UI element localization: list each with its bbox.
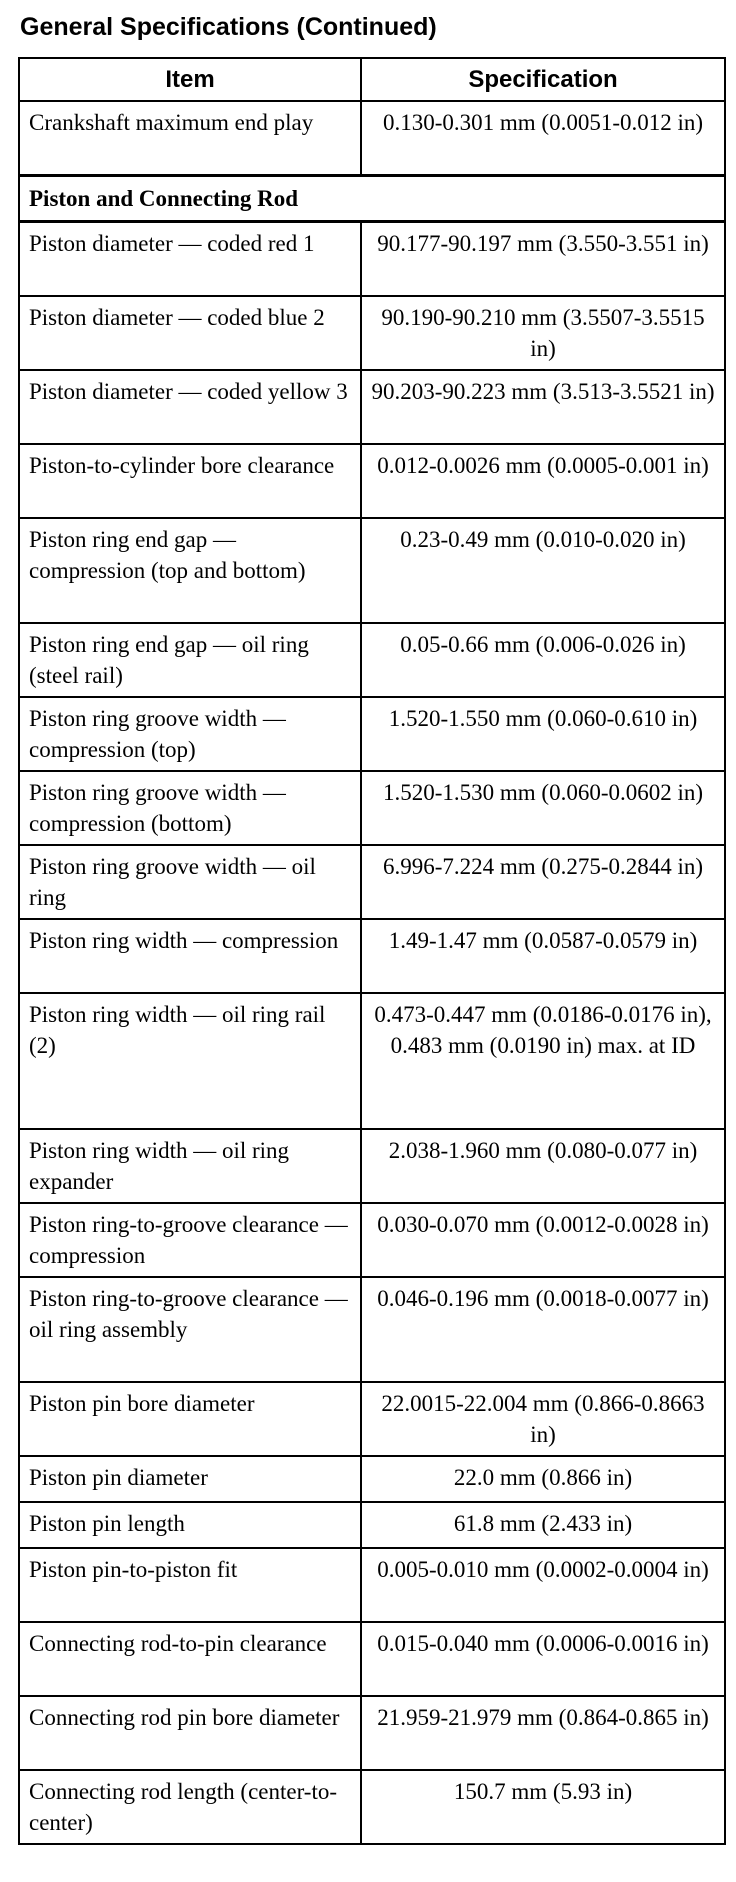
item-cell: Piston ring groove width — oil ring xyxy=(19,845,361,919)
table-row xyxy=(19,697,725,771)
table-row xyxy=(19,222,725,297)
item-cell: Piston pin diameter xyxy=(19,1456,361,1502)
item-cell: Piston pin-to-piston fit xyxy=(19,1548,361,1622)
section-row xyxy=(19,176,725,222)
table-row xyxy=(19,1129,725,1203)
item-cell: Piston pin bore diameter xyxy=(19,1382,361,1456)
table-row xyxy=(19,1770,725,1844)
specification-cell: 0.046-0.196 mm (0.0018-0.0077 in) xyxy=(361,1277,725,1382)
item-cell: Piston ring groove width — compression (bottom) xyxy=(19,771,361,845)
specification-cell: 0.012-0.0026 mm (0.0005-0.001 in) xyxy=(361,444,725,518)
page-title: General Specifications (Continued) xyxy=(20,13,437,41)
table-row xyxy=(19,296,725,370)
item-cell: Piston ring-to-groove clearance — compression xyxy=(19,1203,361,1277)
item-cell: Piston ring-to-groove clearance — oil ring assembly xyxy=(19,1277,361,1382)
specification-cell: 0.130-0.301 mm (0.0051-0.012 in) xyxy=(361,101,725,176)
table-row xyxy=(19,993,725,1129)
table-row xyxy=(19,1382,725,1456)
table-row xyxy=(19,1277,725,1382)
item-cell: Piston ring end gap — oil ring (steel rail) xyxy=(19,623,361,697)
table-row xyxy=(19,370,725,444)
item-cell: Piston ring width — oil ring rail (2) xyxy=(19,993,361,1129)
specification-cell: 2.038-1.960 mm (0.080-0.077 in) xyxy=(361,1129,725,1203)
table-row xyxy=(19,1203,725,1277)
item-cell: Piston diameter — coded blue 2 xyxy=(19,296,361,370)
table-row xyxy=(19,1548,725,1622)
specification-cell: 61.8 mm (2.433 in) xyxy=(361,1502,725,1548)
table-row xyxy=(19,845,725,919)
item-cell: Piston-to-cylinder bore clearance xyxy=(19,444,361,518)
table-header-row xyxy=(19,58,725,101)
table-row xyxy=(19,444,725,518)
specification-cell: 0.030-0.070 mm (0.0012-0.0028 in) xyxy=(361,1203,725,1277)
specification-cell: 1.520-1.530 mm (0.060-0.0602 in) xyxy=(361,771,725,845)
table-row xyxy=(19,1456,725,1502)
table-row xyxy=(19,101,725,176)
item-cell: Connecting rod pin bore diameter xyxy=(19,1696,361,1770)
table-row xyxy=(19,919,725,993)
section-heading: Piston and Connecting Rod xyxy=(19,176,725,222)
item-cell: Piston ring groove width — compression (top) xyxy=(19,697,361,771)
specification-cell: 90.203-90.223 mm (3.513-3.5521 in) xyxy=(361,370,725,444)
specification-cell: 0.473-0.447 mm (0.0186-0.0176 in), 0.483 mm (0.0190 in) max. at ID xyxy=(361,993,725,1129)
table-row xyxy=(19,1696,725,1770)
item-cell: Piston ring width — compression xyxy=(19,919,361,993)
specification-cell: 0.05-0.66 mm (0.006-0.026 in) xyxy=(361,623,725,697)
item-cell: Piston diameter — coded yellow 3 xyxy=(19,370,361,444)
table-row xyxy=(19,1502,725,1548)
table-row xyxy=(19,623,725,697)
column-header-item: Item xyxy=(19,58,361,101)
specification-cell: 1.520-1.550 mm (0.060-0.610 in) xyxy=(361,697,725,771)
specification-cell: 90.177-90.197 mm (3.550-3.551 in) xyxy=(361,222,725,297)
table-row xyxy=(19,1622,725,1696)
item-cell: Crankshaft maximum end play xyxy=(19,101,361,176)
item-cell: Piston pin length xyxy=(19,1502,361,1548)
specification-cell: 22.0015-22.004 mm (0.866-0.8663 in) xyxy=(361,1382,725,1456)
specification-cell: 21.959-21.979 mm (0.864-0.865 in) xyxy=(361,1696,725,1770)
specifications-table xyxy=(18,57,726,1845)
specification-cell: 150.7 mm (5.93 in) xyxy=(361,1770,725,1844)
column-header-specification: Specification xyxy=(361,58,725,101)
specification-cell: 22.0 mm (0.866 in) xyxy=(361,1456,725,1502)
item-cell: Piston diameter — coded red 1 xyxy=(19,222,361,297)
specification-cell: 0.005-0.010 mm (0.0002-0.0004 in) xyxy=(361,1548,725,1622)
table-row xyxy=(19,771,725,845)
specification-cell: 90.190-90.210 mm (3.5507-3.5515 in) xyxy=(361,296,725,370)
item-cell: Connecting rod length (center-to-center) xyxy=(19,1770,361,1844)
item-cell: Connecting rod-to-pin clearance xyxy=(19,1622,361,1696)
specification-cell: 0.23-0.49 mm (0.010-0.020 in) xyxy=(361,518,725,623)
item-cell: Piston ring width — oil ring expander xyxy=(19,1129,361,1203)
specification-cell: 6.996-7.224 mm (0.275-0.2844 in) xyxy=(361,845,725,919)
item-cell: Piston ring end gap — compression (top and bottom) xyxy=(19,518,361,623)
specification-cell: 1.49-1.47 mm (0.0587-0.0579 in) xyxy=(361,919,725,993)
specification-cell: 0.015-0.040 mm (0.0006-0.0016 in) xyxy=(361,1622,725,1696)
table-row xyxy=(19,518,725,623)
